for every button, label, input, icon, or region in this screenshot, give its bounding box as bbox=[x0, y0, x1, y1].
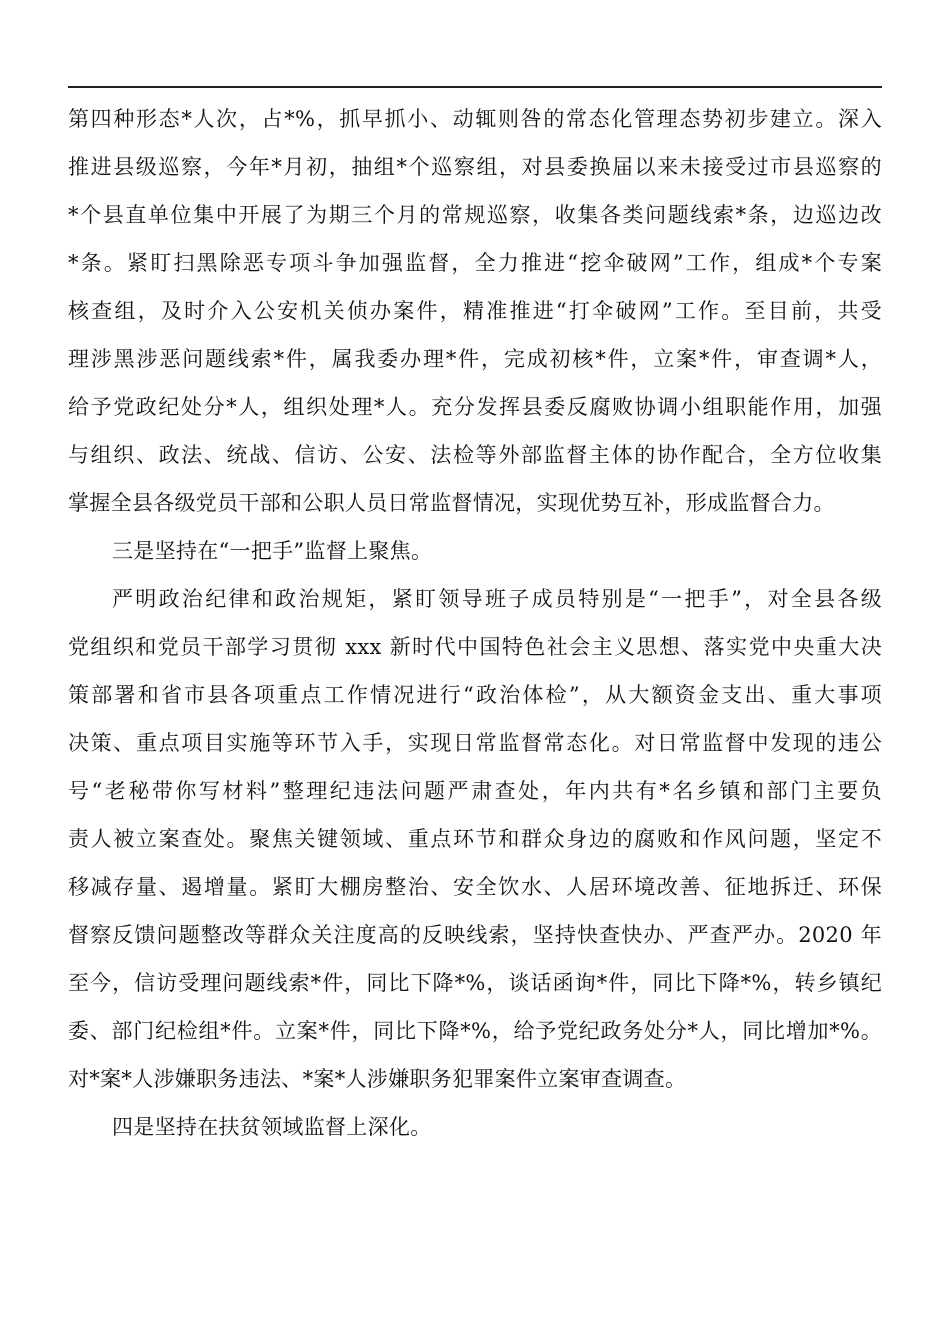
header-rule bbox=[68, 86, 882, 88]
paragraph-line: 策部署和省市县各项重点工作情况进行“政治体检”，从大额资金支出、重大事项 bbox=[68, 683, 882, 707]
paragraph-first-line: 严明政治纪律和政治规矩，紧盯领导班子成员特别是“一把手”，对全县各级 bbox=[112, 587, 882, 611]
paragraph-line: 给予党政纪处分*人，组织处理*人。充分发挥县委反腐败协调小组职能作用，加强 bbox=[68, 395, 882, 419]
paragraph-line: 督察反馈问题整改等群众关注度高的反映线索，坚持快查快办、严查严办。2020 年 bbox=[68, 923, 882, 947]
paragraph-line: 理涉黑涉恶问题线索*件，属我委办理*件，完成初核*件，立案*件，审查调*人， bbox=[68, 347, 882, 371]
paragraph-line: 对*案*人涉嫌职务违法、*案*人涉嫌职务犯罪案件立案审查调查。 bbox=[68, 1067, 687, 1091]
paragraph-line: 与组织、政法、统战、信访、公安、法检等外部监督主体的协作配合，全方位收集 bbox=[68, 443, 882, 467]
document-body bbox=[68, 95, 882, 1151]
paragraph-line: 号“老秘带你写材料”整理纪违法问题严肃查处，年内共有*名乡镇和部门主要负 bbox=[68, 779, 882, 803]
paragraph-line: 掌握全县各级党员干部和公职人员日常监督情况，实现优势互补，形成监督合力。 bbox=[68, 491, 835, 515]
paragraph-line: *个县直单位集中开展了为期三个月的常规巡察，收集各类问题线索*条，边巡边改 bbox=[68, 203, 882, 227]
paragraph-line: 至今，信访受理问题线索*件，同比下降*%，谈话函询*件，同比下降*%，转乡镇纪 bbox=[68, 971, 882, 995]
paragraph-line: *条。紧盯扫黑除恶专项斗争加强监督，全力推进“挖伞破网”工作，组成*个专案 bbox=[68, 251, 882, 275]
paragraph-line: 核查组，及时介入公安机关侦办案件，精准推进“打伞破网”工作。至目前，共受 bbox=[68, 299, 882, 323]
paragraph-line: 委、部门纪检组*件。立案*件，同比下降*%，给予党纪政务处分*人，同比增加*%。 bbox=[68, 1019, 882, 1043]
paragraph-first-line: 三是坚持在“一把手”监督上聚焦。 bbox=[112, 539, 433, 563]
paragraph-line: 责人被立案查处。聚焦关键领域、重点环节和群众身边的腐败和作风问题，坚定不 bbox=[68, 827, 882, 851]
paragraph-line: 推进县级巡察，今年*月初，抽组*个巡察组，对县委换届以来未接受过市县巡察的 bbox=[68, 155, 882, 179]
paragraph-first-line: 四是坚持在扶贫领域监督上深化。 bbox=[112, 1115, 432, 1139]
paragraph-line: 移减存量、遏增量。紧盯大棚房整治、安全饮水、人居环境改善、征地拆迁、环保 bbox=[68, 875, 882, 899]
paragraph-line: 决策、重点项目实施等环节入手，实现日常监督常态化。对日常监督中发现的违公 bbox=[68, 731, 882, 755]
paragraph-line: 第四种形态*人次，占*%，抓早抓小、动辄则咎的常态化管理态势初步建立。深入 bbox=[68, 107, 882, 131]
paragraph-line: 党组织和党员干部学习贯彻 xxx 新时代中国特色社会主义思想、落实党中央重大决 bbox=[68, 635, 882, 659]
